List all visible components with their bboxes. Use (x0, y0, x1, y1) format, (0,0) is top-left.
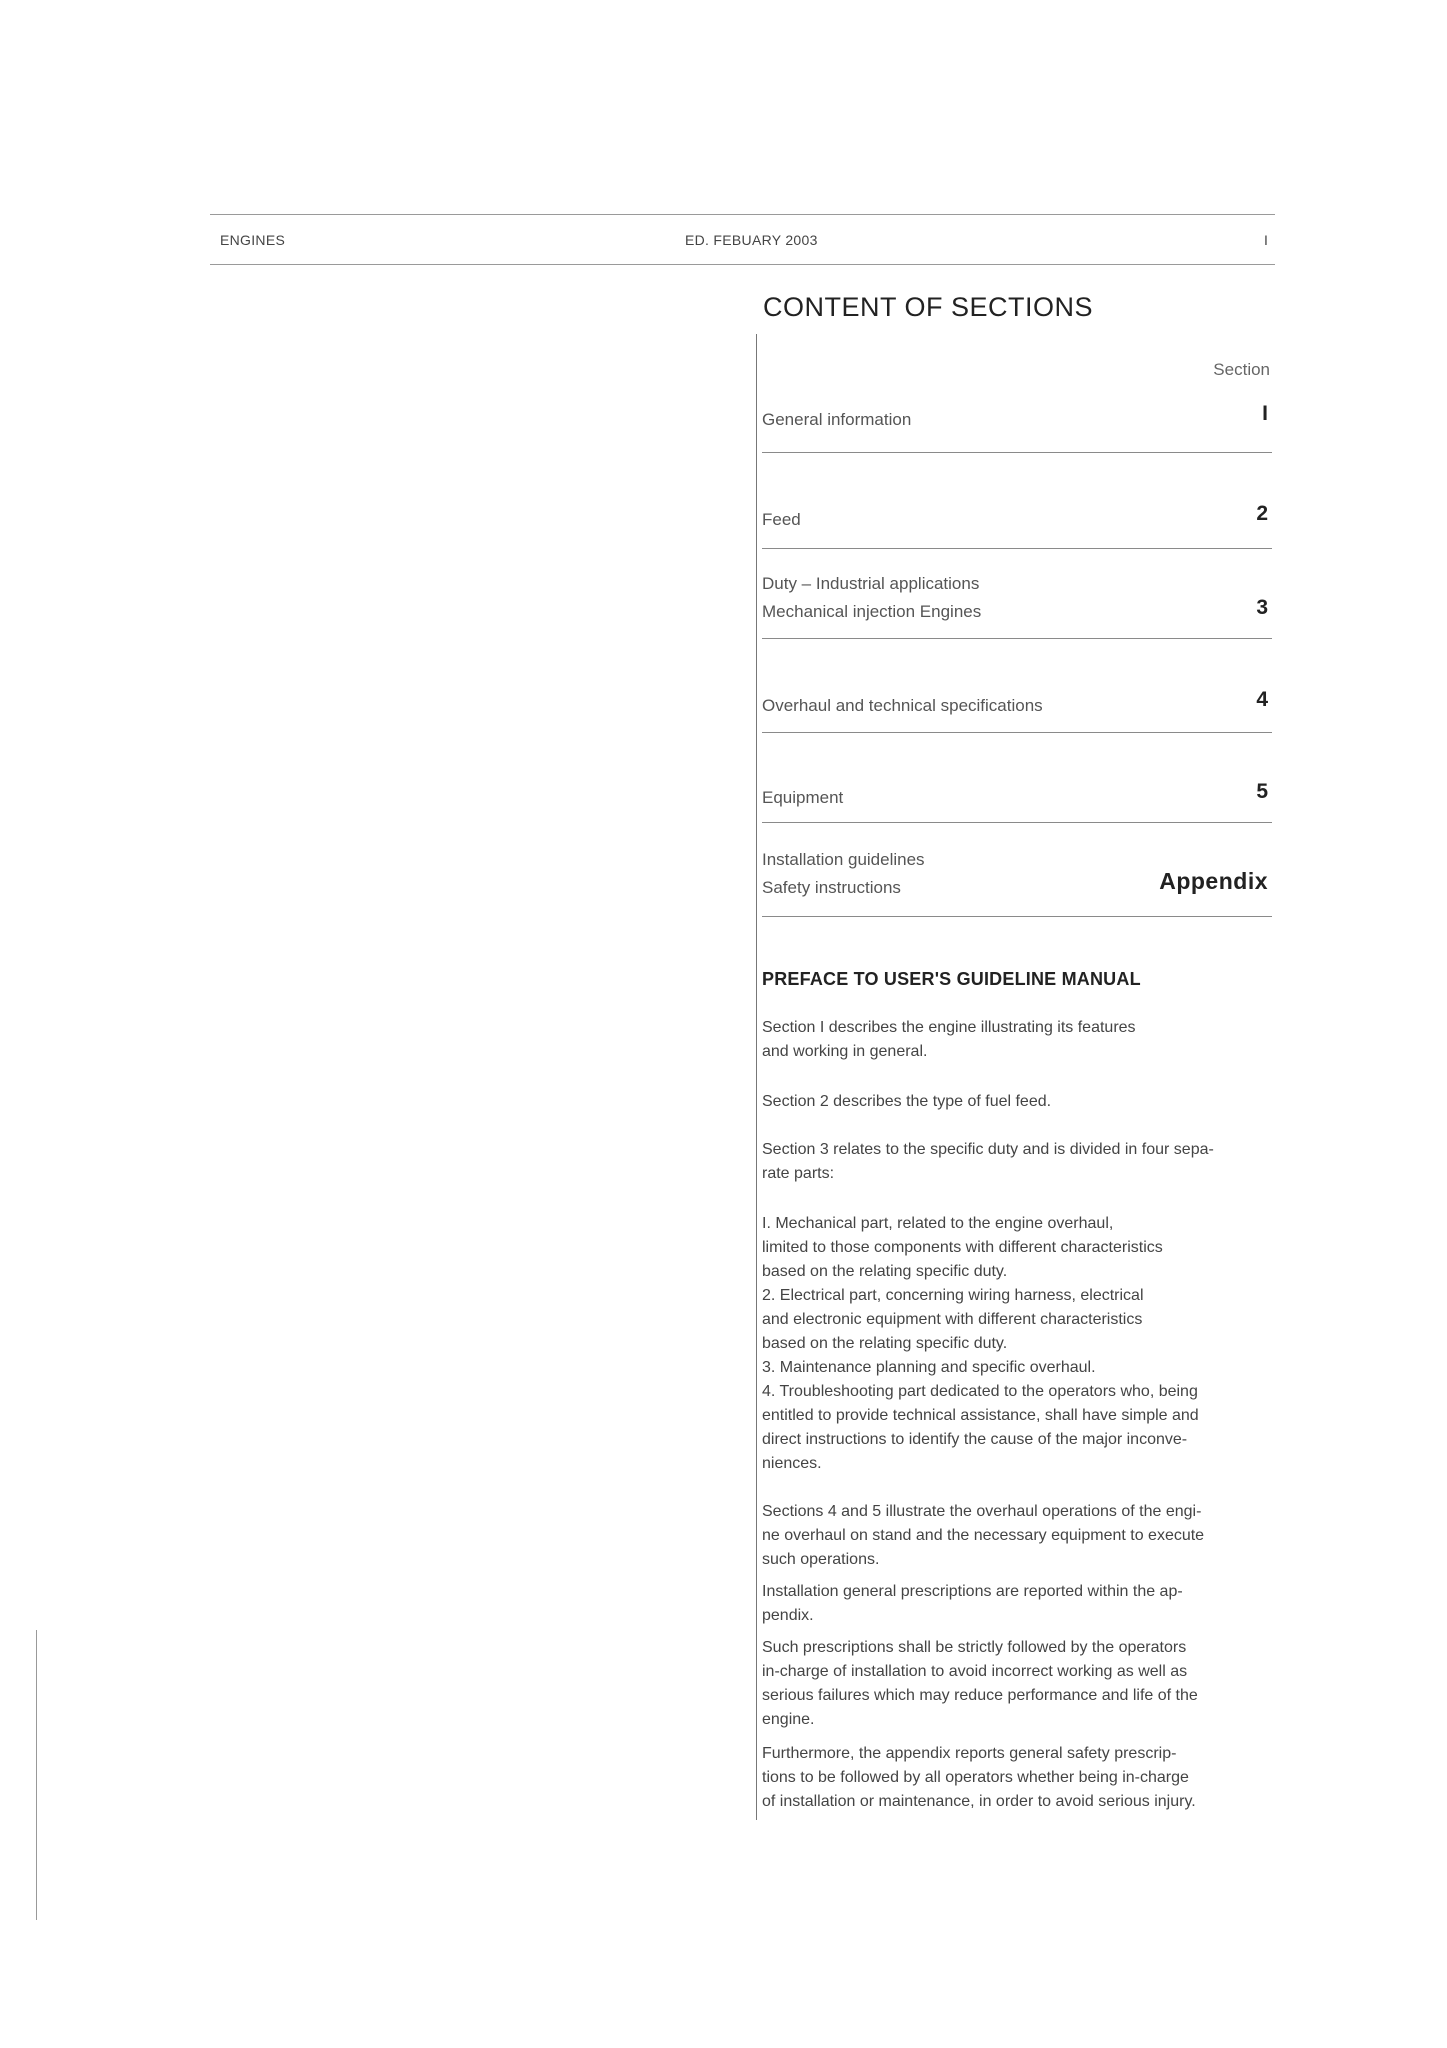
toc-entry-label: Overhaul and technical specifications (762, 696, 1043, 715)
toc-entry-section-number: 4 (1256, 688, 1268, 711)
toc-divider (762, 452, 1272, 453)
preface-line: tions to be followed by all operators whether being in-charge (762, 1769, 1189, 1786)
toc-entry-section-number: I (1262, 402, 1268, 425)
preface-paragraph-safety (762, 1742, 1262, 1814)
preface-paragraph-sections-4-5 (762, 1500, 1262, 1572)
preface-paragraph-installation (762, 1580, 1262, 1628)
content-vertical-rule (756, 334, 757, 1820)
preface-line: Sections 4 and 5 illustrate the overhaul operations of the engi- (762, 1503, 1202, 1520)
preface-line: of installation or maintenance, in order to avoid serious injury. (762, 1793, 1196, 1810)
header-manual-name: ENGINES (220, 232, 286, 248)
preface-line: Section 3 relates to the specific duty and is divided in four sepa- (762, 1141, 1214, 1158)
preface-line: 3. Maintenance planning and specific overhaul. (762, 1359, 1096, 1376)
preface-line: and electronic equipment with different characteristics (762, 1311, 1143, 1328)
preface-line: and working in general. (762, 1043, 928, 1060)
header-bottom-rule (210, 264, 1275, 265)
toc-divider (762, 732, 1272, 733)
preface-paragraph-section2 (762, 1090, 1262, 1114)
preface-line: Section 2 describes the type of fuel feed. (762, 1093, 1052, 1110)
preface-paragraph-parts-list (762, 1212, 1262, 1476)
preface-line: such operations. (762, 1551, 880, 1568)
preface-line: 2. Electrical part, concerning wiring harness, electrical (762, 1287, 1144, 1304)
preface-line: in-charge of installation to avoid incorrect working as well as (762, 1663, 1188, 1680)
preface-line: engine. (762, 1711, 815, 1728)
preface-line: based on the relating specific duty. (762, 1335, 1008, 1352)
preface-line: Installation general prescriptions are reported within the ap- (762, 1583, 1183, 1600)
toc-divider (762, 548, 1272, 549)
header-top-rule (210, 214, 1275, 215)
preface-line: I. Mechanical part, related to the engine overhaul, (762, 1215, 1114, 1232)
section-column-label: Section (1213, 360, 1270, 379)
preface-paragraph-section1 (762, 1016, 1262, 1064)
preface-line: limited to those components with different characteristics (762, 1239, 1163, 1256)
header-edition: ED. FEBUARY 2003 (685, 232, 818, 248)
preface-line: 4. Troubleshooting part dedicated to the operators who, being (762, 1383, 1198, 1400)
preface-line: pendix. (762, 1607, 814, 1624)
toc-entry-label: Installation guidelines (762, 850, 925, 869)
preface-line: ne overhaul on stand and the necessary equipment to execute (762, 1527, 1205, 1544)
toc-divider (762, 822, 1272, 823)
preface-line: Such prescriptions shall be strictly followed by the operators (762, 1639, 1187, 1656)
toc-entry-label: General information (762, 410, 912, 429)
preface-line: rate parts: (762, 1165, 835, 1182)
toc-entry-label: Duty – Industrial applications (762, 574, 980, 593)
preface-line: direct instructions to identify the cause of the major inconve- (762, 1431, 1188, 1448)
toc-entry-label: Mechanical injection Engines (762, 602, 982, 621)
preface-line: niences. (762, 1455, 822, 1472)
toc-entry-section-number: 3 (1256, 596, 1268, 619)
preface-line: serious failures which may reduce performance and life of the (762, 1687, 1198, 1704)
preface-line: entitled to provide technical assistance, shall have simple and (762, 1407, 1199, 1424)
toc-entry-appendix-label: Appendix (1159, 868, 1268, 894)
left-margin-line (36, 1630, 37, 1920)
toc-divider (762, 638, 1272, 639)
toc-entry-label: Equipment (762, 788, 844, 807)
preface-line: Section I describes the engine illustrating its features (762, 1019, 1136, 1036)
toc-entry-label: Safety instructions (762, 878, 901, 897)
toc-entry-section-number: 5 (1256, 780, 1268, 803)
preface-line: Furthermore, the appendix reports general safety prescrip- (762, 1745, 1177, 1762)
preface-paragraph-section3 (762, 1138, 1262, 1186)
page-title: CONTENT OF SECTIONS (763, 292, 1094, 322)
preface-line: based on the relating specific duty. (762, 1263, 1008, 1280)
header-page-number: I (1264, 232, 1269, 248)
toc-entry-section-number: 2 (1256, 502, 1268, 525)
toc-entry-label: Feed (762, 510, 801, 529)
preface-paragraph-prescriptions (762, 1636, 1262, 1732)
toc-divider (762, 916, 1272, 917)
preface-title: PREFACE TO USER'S GUIDELINE MANUAL (762, 969, 1141, 989)
